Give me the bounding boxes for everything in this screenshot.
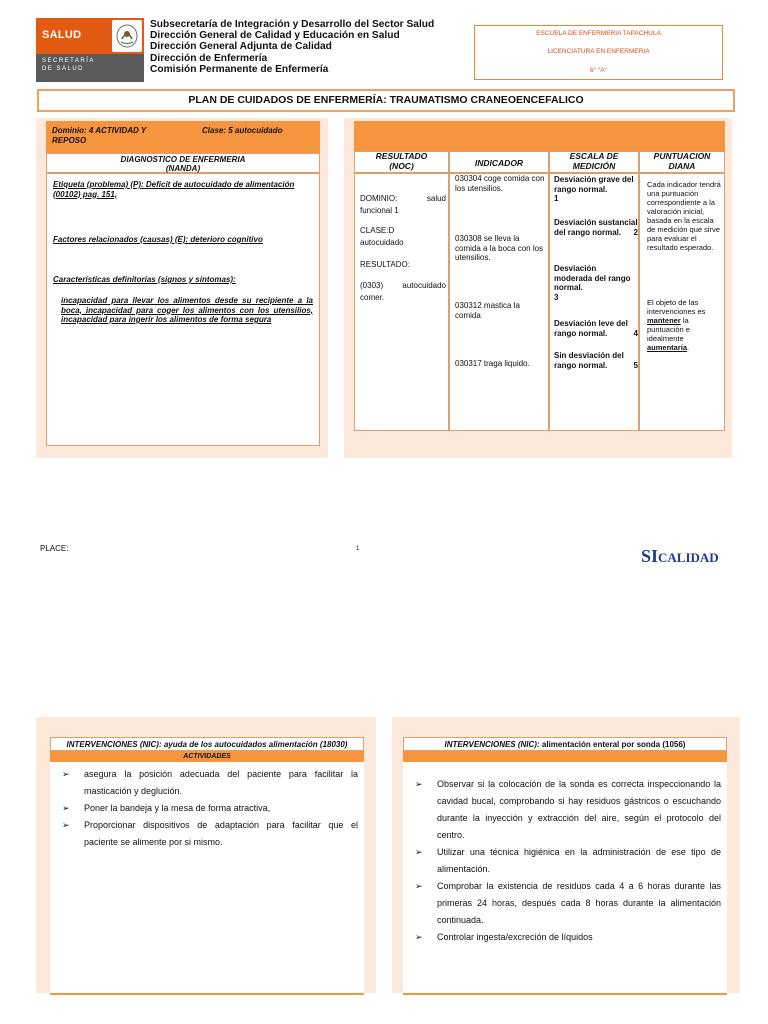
logo-salud-text: SALUD [42, 29, 82, 41]
resultado-code-value: autocuidado [402, 281, 446, 290]
page-title: PLAN DE CUIDADOS DE ENFERMERÍA: TRAUMATISMO CRANEOENCEFALICO [37, 89, 735, 112]
indicador-item: 030317 traga liquido. [455, 359, 530, 368]
dominio-label: Dominio: 4 ACTIVIDAD Y REPOSO [52, 126, 147, 145]
outcome-top-bar [354, 121, 725, 151]
list-item [56, 800, 358, 817]
factores-text: Factores relacionados (causas) (E): deterioro cognitivo [53, 235, 263, 244]
header-line: Comisión Permanente de Enfermería [150, 63, 329, 75]
place-label: PLACE: [40, 544, 69, 553]
list-item-text: Observar si la colocación de la sonda es correcta inspeccionando la cavidad bucal, comprobando si hay residuos gástricos o escuchando durante la inyección y extracción del aire, según el protocolo del centro. [437, 779, 721, 840]
list-item-text: asegura la posición adecuada del paciente para facilitar la masticación y deglución. [84, 769, 358, 796]
salud-logo [36, 18, 144, 82]
page-number: 1 [356, 546, 360, 552]
nic-left-subtitle: ACTIVIDADES [50, 751, 364, 762]
diagnosis-body [46, 173, 320, 446]
brand-si: SI [641, 546, 659, 566]
list-item [409, 878, 721, 929]
resultado-clase-value: autocuidado [360, 238, 404, 247]
list-item [409, 776, 721, 844]
divider [50, 993, 364, 995]
nic-right-title [403, 737, 727, 751]
escala-num: 5 [633, 360, 638, 370]
header-resultado-title: RESULTADO [375, 151, 428, 161]
header-institution-lines [150, 19, 450, 75]
escala-item [554, 175, 634, 204]
header-resultado [354, 151, 449, 173]
puntuacion-cell [639, 173, 725, 431]
escala-item [554, 319, 638, 338]
nic-right-list [403, 762, 727, 993]
escala-text: Desviación leve del rango normal. [554, 319, 628, 338]
brand-calidad: CALIDAD [658, 550, 719, 565]
header-puntuacion-2: DIANA [668, 160, 696, 171]
list-item [56, 817, 358, 851]
escala-text: Sin desviación del rango normal. [554, 351, 624, 370]
resultado-code: (0303) [360, 281, 384, 290]
outcome-panel [344, 118, 732, 458]
header-resultado-noc: (NOC) [389, 160, 414, 171]
objetivo-start: El objeto de las intervenciones es [647, 298, 706, 316]
escala-num: 1 [554, 194, 559, 203]
resultado-dominio-label: DOMINIO: [360, 194, 398, 203]
escala-item [554, 264, 634, 302]
arrow-bullet-icon: ➢ [415, 932, 423, 942]
list-item-text: Comprobar la existencia de residuos cada 4 a 6 horas durante las primeras 24 horas, después cada 8 horas durante la alimentación continuada. [437, 881, 721, 925]
group-name: 6° "A" [590, 67, 607, 74]
nic-right-title-label: INTERVENCIONES (NIC): [444, 740, 540, 749]
diagnosis-header-nanda: (NANDA) [165, 164, 201, 173]
diagnosis-header-title: DIAGNOSTICO DE ENFERMERIA [120, 155, 246, 164]
resultado-dominio-value: salud [426, 194, 446, 203]
resultado-cell [354, 173, 449, 431]
header-line: Dirección General de Calidad y Educación en Salud [150, 30, 400, 42]
header-line: Dirección General Adjunta de Calidad [150, 41, 332, 53]
nic-right-subtitle-bar [403, 751, 727, 762]
resultado-code-row [360, 281, 446, 291]
list-item [56, 766, 358, 800]
escala-num: 4 [633, 328, 638, 338]
resultado-clase: CLASE:D [360, 226, 395, 235]
etiqueta-text: Etiqueta (problema) (P): Deficit de autocuidado de alimentación (00102) pag. 151, [53, 180, 295, 199]
arrow-bullet-icon: ➢ [62, 769, 70, 779]
resultado-dominio-cont: funcional 1 [360, 206, 399, 215]
escala-num: 3 [554, 292, 559, 302]
list-item-text: Controlar ingesta/excreción de líquidos [437, 932, 593, 942]
divider [403, 993, 727, 995]
escala-num: 2 [633, 227, 638, 237]
header-puntuacion [639, 151, 725, 173]
logo-de-salud: DE SALUD [42, 66, 85, 72]
list-item-text: Proporcionar dispositivos de adaptación para facilitar que el paciente se alimente por si mismo. [84, 820, 358, 847]
nic-left-list [50, 762, 364, 993]
header-escala [549, 151, 639, 173]
header-indicador: INDICADOR [449, 151, 549, 173]
escala-text: Desviación moderada del rango normal. [554, 264, 631, 292]
indicador-cell [449, 173, 549, 431]
resultado-dominio-row [360, 194, 446, 204]
diagnosis-header [46, 153, 320, 173]
list-item [409, 929, 721, 946]
escala-text: Desviación sustancial del rango normal. [554, 218, 638, 237]
escala-item [554, 218, 638, 237]
indicador-item: 030304 coge comida con los utensilios. [455, 174, 545, 193]
indicador-item: 030308 se lleva la comida a la boca con los utensilios. [455, 234, 544, 262]
caracteristicas-text: Características definitorias (signos y síntomas): [53, 275, 236, 284]
nic-left-title: INTERVENCIONES (NIC): ayuda de los autocuidados alimentación (18030) [50, 737, 364, 751]
escala-item [554, 351, 638, 370]
objetivo-middle: la puntuación e idealmente [647, 316, 690, 343]
list-item-text: Utilizar una técnica higiénica en la administración de ese tipo de alimentación. [437, 847, 721, 874]
arrow-bullet-icon: ➢ [62, 820, 70, 830]
arrow-bullet-icon: ➢ [415, 779, 423, 789]
arrow-bullet-icon: ➢ [62, 803, 70, 813]
arrow-bullet-icon: ➢ [415, 847, 423, 857]
escala-cell [549, 173, 639, 431]
sicalidad-logo [641, 546, 719, 567]
school-name: ESCUELA DE ENFERMERIA TAPACHULA [536, 30, 661, 37]
escala-text: Desviación grave del rango normal. [554, 175, 634, 194]
sintomas-text: incapacidad para llevar los alimentos desde su recipiente a la boca, incapacidad para coger los alimentos con los utensilios, incapacidad para ingerir los alimentos de forma segura [61, 296, 313, 324]
mexico-emblem-icon [112, 20, 142, 52]
logo-secretaria: SECRETARÍA [42, 58, 95, 64]
arrow-bullet-icon: ➢ [415, 881, 423, 891]
nic-right-title-value: alimentación enteral por sonda (1056) [541, 740, 686, 749]
objetivo-end: . [687, 343, 690, 352]
objetivo-aumentaria: aumentaría [647, 343, 688, 352]
clase-label: Clase: 5 autocuidado [202, 126, 283, 135]
nic-left-panel [36, 717, 376, 993]
header-escala-2: MEDICIÓN [572, 160, 616, 171]
list-item [409, 844, 721, 878]
header-line: Subsecretaría de Integración y Desarrollo del Sector Salud [150, 19, 435, 30]
list-item-text: Poner la bandeja y la mesa de forma atractiva, [84, 803, 271, 813]
objetivo-text [647, 298, 722, 352]
header-escala-1: ESCALA DE [569, 151, 619, 161]
objetivo-mantener: mantener [647, 316, 681, 325]
program-name: LICENCIATURA EN ENFERMERIA [547, 48, 650, 55]
school-box [474, 25, 723, 80]
dominio-bar [46, 121, 320, 153]
header-puntuacion-1: PUNTUACION [653, 151, 711, 161]
indicador-item: 030312 mastica la comida [455, 301, 520, 320]
resultado-label: RESULTADO: [360, 260, 410, 269]
puntuacion-text: Cada indicador tendrá una puntuación correspondiente a la valoración inicial, basada en la escala de medición que sirve para evaluar el resultado esperado. [647, 180, 721, 252]
diagnosis-panel [36, 118, 328, 458]
header-line: Dirección de Enfermería [150, 52, 268, 64]
resultado-code-cont: comer. [360, 293, 385, 302]
nic-right-panel [392, 717, 740, 993]
